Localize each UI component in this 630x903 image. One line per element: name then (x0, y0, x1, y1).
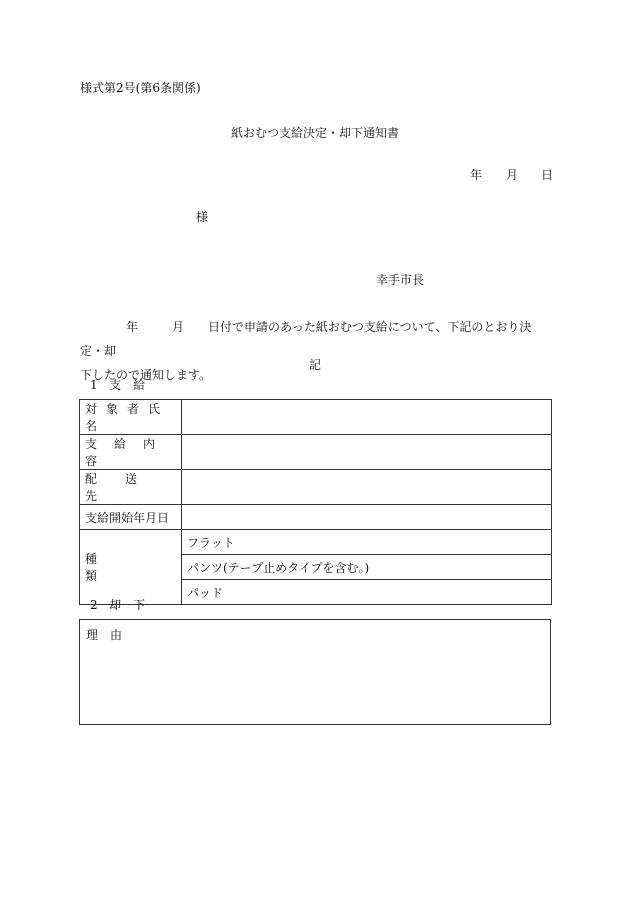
kind-flat[interactable]: フラット (182, 530, 552, 555)
section-2-title: 却 下 (109, 598, 146, 612)
row-label-delivery: 配送先 (80, 470, 182, 505)
issuer-name: 幸手市長 (376, 273, 425, 287)
ki-heading: 記 (308, 358, 321, 372)
payment-table (79, 399, 552, 605)
body-text-2: 下したので通知します。 (80, 368, 212, 382)
kind-pad[interactable]: パッド (182, 580, 552, 605)
row-value-start-date[interactable] (182, 505, 552, 530)
reason-label: 理 由 (86, 628, 123, 642)
date-month: 月 (506, 168, 519, 182)
body-month: 月 (172, 320, 185, 334)
row-label-name: 対象者氏名 (80, 400, 182, 435)
table-row (80, 400, 552, 435)
addressee-suffix: 様 (196, 210, 209, 224)
table-row (80, 470, 552, 505)
section-2-heading (90, 598, 145, 612)
notice-body (80, 315, 554, 387)
section-1-heading (90, 378, 145, 392)
row-value-name[interactable] (182, 400, 552, 435)
body-text-1: 日付で申請のあった紙おむつ支給について、下記のとおり決定・却 (80, 320, 532, 358)
kind-pants[interactable]: パンツ(テープ止めタイプを含む。) (182, 555, 552, 580)
reason-box[interactable] (79, 619, 551, 725)
row-label-start-date: 支給開始年月日 (80, 505, 182, 530)
row-label-kind: 種類 (80, 530, 182, 605)
form-label: 様式第2号(第6条関係) (80, 81, 201, 95)
row-label-content: 支給内容 (80, 435, 182, 470)
table-row (80, 505, 552, 530)
date-day: 日 (541, 168, 554, 182)
row-value-content[interactable] (182, 435, 552, 470)
date-year: 年 (470, 168, 483, 182)
document-title: 紙おむつ支給決定・却下通知書 (230, 126, 399, 140)
section-1-title: 支 給 (109, 378, 146, 392)
row-value-delivery[interactable] (182, 470, 552, 505)
section-2-number: 2 (90, 598, 98, 612)
body-year: 年 (126, 320, 139, 334)
table-row (80, 530, 552, 555)
section-1-number: 1 (90, 378, 98, 392)
table-row (80, 435, 552, 470)
